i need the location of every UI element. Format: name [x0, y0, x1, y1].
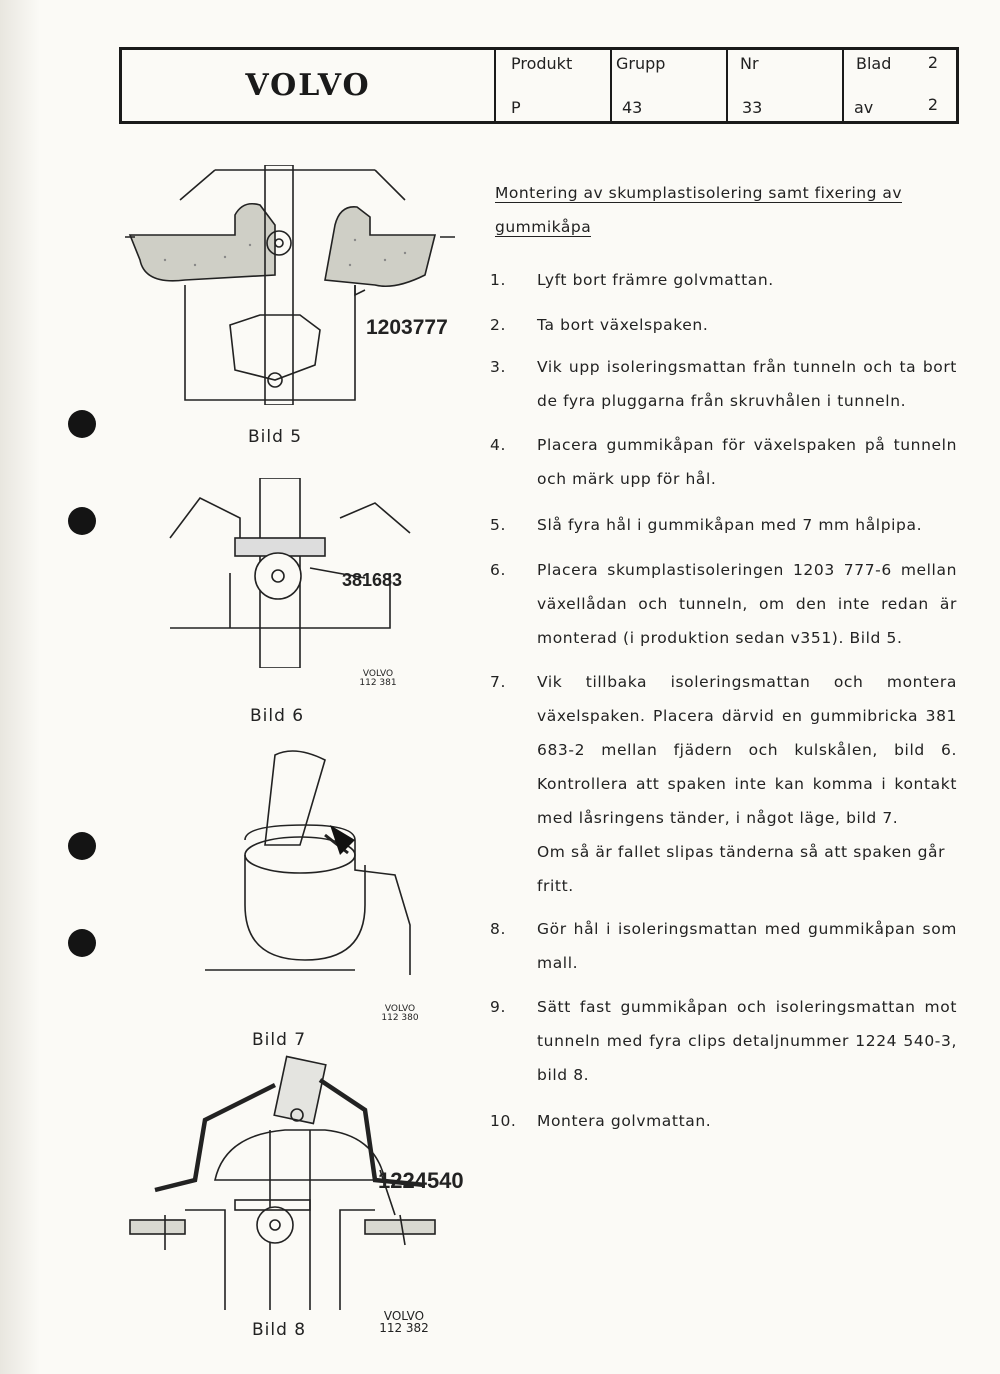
step-number: 3. — [490, 358, 506, 376]
punch-hole — [68, 410, 96, 438]
figure-7-ref — [380, 1005, 420, 1023]
figure-5-part-label: 1203777 — [366, 316, 448, 339]
figure-6-ref-brand: VOLVO — [362, 669, 394, 679]
document-header — [119, 47, 959, 124]
step-number: 4. — [490, 436, 506, 454]
step-number: 6. — [490, 561, 506, 579]
punch-hole — [68, 507, 96, 535]
step-number: 5. — [490, 516, 506, 534]
nr-value: 33 — [742, 98, 763, 117]
figure-8-part-label: 1224540 — [378, 1168, 464, 1193]
step-number: 10. — [490, 1112, 517, 1130]
figure-7-drawing — [205, 745, 425, 975]
figure-5-drawing — [125, 165, 465, 405]
step-text: Placera skumplastisoleringen 1203 777-6 mellan växellådan och tunneln, om den inte redan är monterad (i produktion sedan v351). Bild 5. — [537, 561, 957, 647]
step-text: Lyft bort främre golvmattan. — [537, 271, 774, 289]
step-text: Vik upp isoleringsmattan från tunneln och ta bort de fyra pluggarna från skruvhålen i tunneln. — [537, 358, 957, 410]
blad-value: 2 — [927, 53, 938, 72]
figure-7-ref-brand: VOLVO — [384, 1004, 416, 1014]
step-text: Slå fyra hål i gummikåpan med 7 mm hålpipa. — [537, 516, 923, 534]
step-number: 8. — [490, 920, 506, 938]
figure-6-caption: Bild 6 — [250, 706, 305, 726]
step-number: 1. — [490, 271, 506, 289]
produkt-value: P — [511, 98, 521, 117]
instructions-heading — [495, 176, 955, 244]
av-value: 2 — [927, 95, 938, 114]
step-text: Montera golvmattan. — [537, 1112, 712, 1130]
produkt-cell — [496, 50, 612, 121]
step-text: Vik tillbaka isoleringsmattan och montera växelspaken. Placera därvid en gummibricka 381 683-2 mellan fjädern och kulskålen, bild 6. Kontrollera att spaken inte kan komma i kontakt med låsringens tänder, i något läge, bild 7. — [537, 673, 957, 827]
blad-label: Blad — [856, 54, 892, 73]
step-number: 9. — [490, 998, 506, 1016]
figure-7-ref-code: 112 380 — [381, 1013, 419, 1023]
step-text: Ta bort växelspaken. — [537, 316, 709, 334]
punch-hole — [68, 929, 96, 957]
nr-cell — [728, 50, 844, 121]
figure-6-ref-code: 112 381 — [359, 678, 397, 688]
step-number: 7. — [490, 673, 506, 691]
step-number: 2. — [490, 316, 506, 334]
nr-label: Nr — [740, 54, 759, 73]
figure-6-ref — [358, 670, 398, 688]
step-text-continued: Om så är fallet slipas tänderna så att spaken går fritt. — [537, 843, 946, 895]
figure-7-caption: Bild 7 — [252, 1030, 307, 1050]
step-text: Gör hål i isoleringsmattan med gummikåpan som mall. — [537, 920, 957, 972]
figure-8-ref-brand: VOLVO — [383, 1309, 425, 1323]
grupp-cell — [612, 50, 728, 121]
binding-edge — [0, 0, 40, 1374]
produkt-label: Produkt — [511, 54, 573, 73]
volvo-logo: VOLVO — [122, 50, 496, 121]
grupp-label: Grupp — [616, 54, 666, 73]
punch-hole — [68, 832, 96, 860]
step-text: Sätt fast gummikåpan och isoleringsmattan mot tunneln med fyra clips detaljnummer 1224 540-3, bild 8. — [537, 998, 957, 1084]
figure-8-ref — [378, 1310, 430, 1334]
figure-8-caption: Bild 8 — [252, 1320, 307, 1340]
figure-5-caption: Bild 5 — [248, 427, 303, 447]
blad-cell — [844, 50, 956, 121]
figure-8-ref-code: 112 382 — [379, 1321, 429, 1335]
figure-6-part-label: 381683 — [342, 570, 403, 590]
grupp-value: 43 — [622, 98, 643, 117]
av-label: av — [854, 98, 874, 117]
step-text: Placera gummikåpan för växelspaken på tunneln och märk upp för hål. — [537, 436, 957, 488]
instructions-heading-text: Montering av skumplastisolering samt fixering av gummikåpa — [495, 184, 903, 236]
